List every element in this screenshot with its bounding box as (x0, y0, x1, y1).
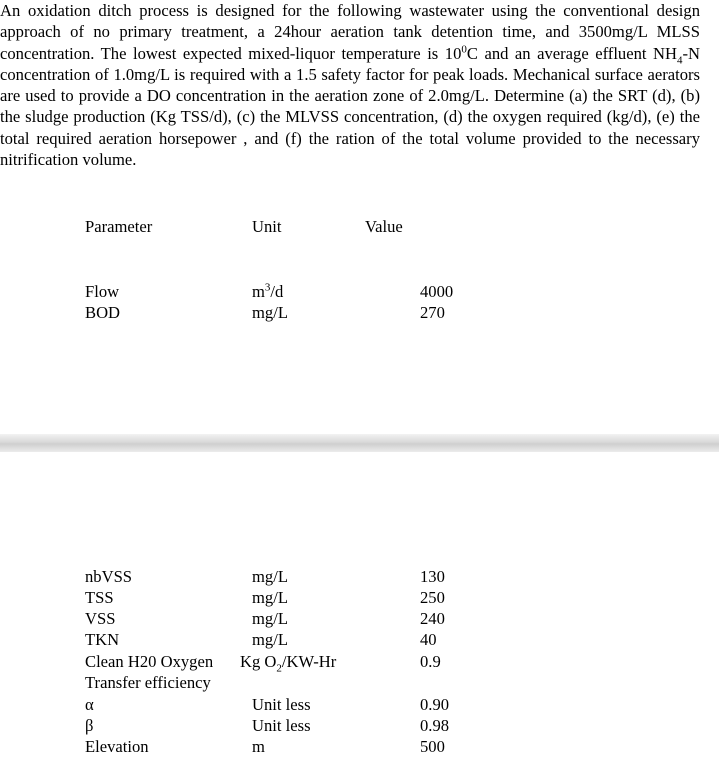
param-beta: β (85, 716, 94, 735)
param-tkn: TKN (85, 630, 120, 649)
value-bod: 270 (420, 303, 445, 322)
param-tss: TSS (85, 588, 114, 607)
unit-beta: Unit less (252, 716, 311, 735)
unit-oxygen: Kg $O_2/KW-Hr$ (240, 652, 337, 675)
page-break-divider (0, 434, 719, 452)
value-tkn: 40 (420, 630, 437, 649)
param-alpha: α (85, 695, 94, 714)
ammonium-subscript: 4 (676, 53, 683, 66)
value-vss: 240 (420, 609, 445, 628)
unit-elevation: m (252, 737, 265, 756)
problem-statement (0, 0, 700, 170)
param-elevation: Elevation (85, 737, 149, 756)
header-value: Value (365, 217, 403, 236)
value-oxygen: 0.9 (420, 652, 441, 671)
param-vss: VSS (85, 609, 116, 628)
unit-tss: mg/L (252, 588, 288, 607)
unit-bod: mg/L (252, 303, 288, 322)
param-oxygen-line1: Clean H20 Oxygen (85, 652, 214, 671)
param-nbvss: nbVSS (85, 567, 133, 586)
unit-nbvss: mg/L (252, 567, 288, 586)
unit-alpha: Unit less (252, 695, 311, 714)
unit-vss: mg/L (252, 609, 288, 628)
problem-text-2: C and an average effluent NH (466, 43, 677, 63)
param-oxygen-line2: Transfer efficiency (85, 673, 211, 692)
value-tss: 250 (420, 588, 445, 607)
unit-tkn: mg/L (252, 630, 288, 649)
value-alpha: 0.90 (420, 695, 450, 714)
header-parameter: Parameter (85, 217, 153, 236)
problem-text-3: -N concentration of 1.0mg/L is required with a 1.5 safety factor for peak loads. Mechanical surface aerators are used to provide a DO concentration in the aeration zone of 2.0mg/L. Determine (a) the SRT (d), (b) the sludge production (Kg TSS/d), (c) the MLVSS concentration, (d) the oxygen required (kg/d), (e) the total required aeration horsepower , and (f) the ration of the total volume provided to the necessary nitrification volume. (0, 43, 700, 170)
param-flow: Flow (85, 282, 120, 301)
value-beta: 0.98 (420, 716, 450, 735)
value-nbvss: 130 (420, 567, 445, 586)
header-unit: Unit (252, 217, 282, 236)
param-bod: BOD (85, 303, 121, 322)
value-flow: 4000 (420, 282, 454, 301)
degree-superscript: 0 (461, 43, 467, 56)
problem-text-1: An oxidation ditch process is designed for the following wastewater using the conventional design approach of no primary treatment, a 24hour aeration tank detention time, and 3500mg/L MLSS concentration. The lowest expected mixed-liquor temperature is 10 (0, 1, 700, 63)
unit-flow: $m^3/d$ (252, 281, 284, 301)
value-elevation: 500 (420, 737, 445, 756)
